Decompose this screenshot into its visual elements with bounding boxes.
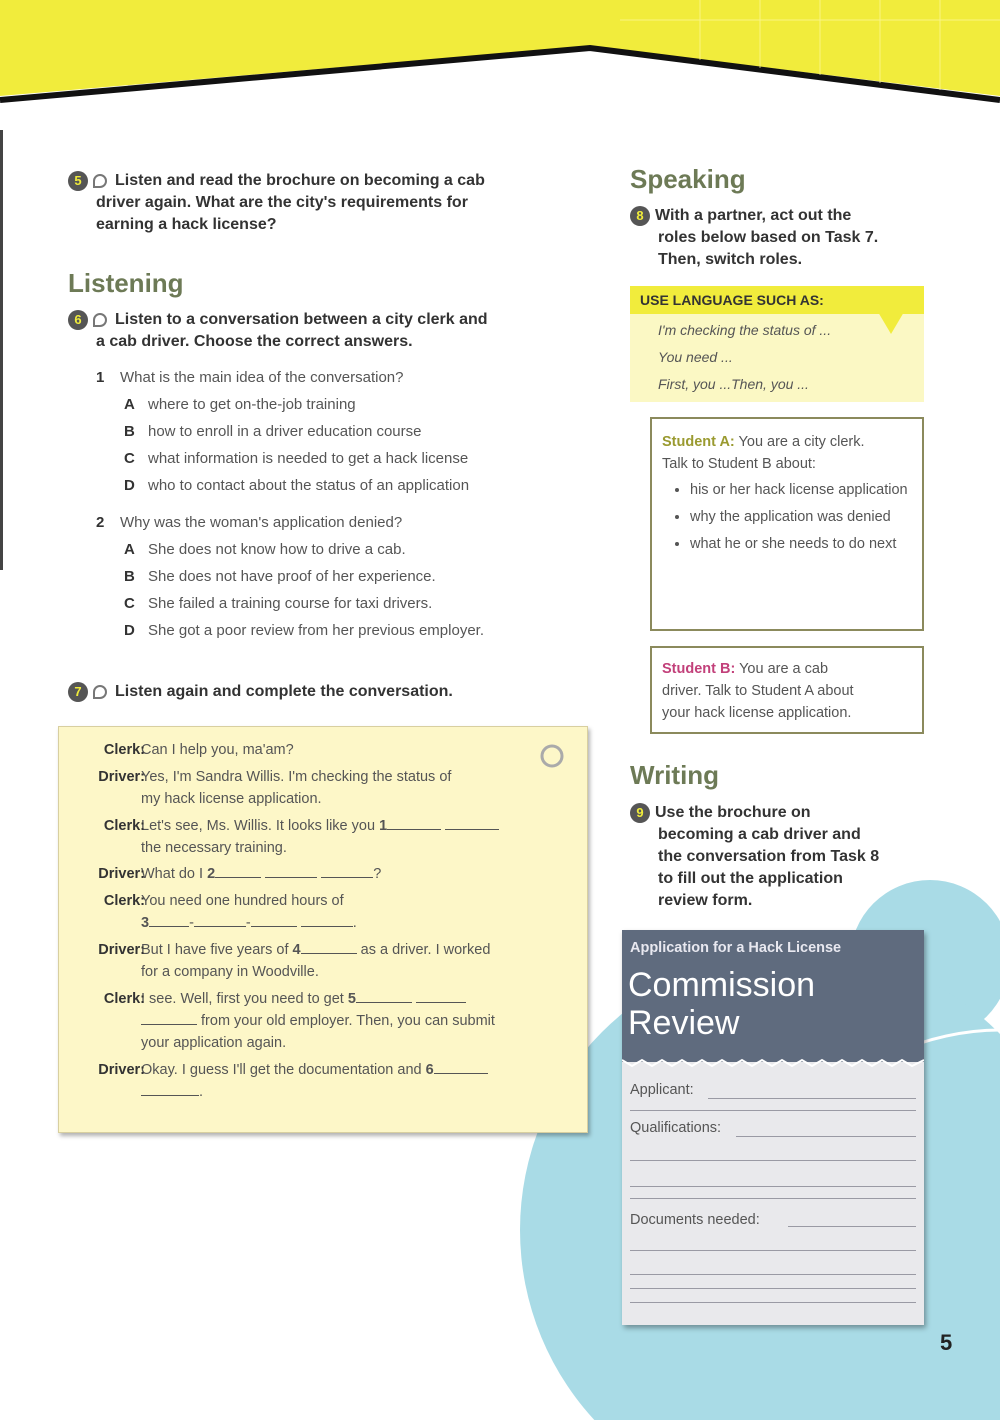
- answer-blank[interactable]: [416, 1002, 466, 1003]
- option[interactable]: B She does not have proof of her experience.: [124, 568, 436, 585]
- question-number: 2: [96, 514, 105, 531]
- option[interactable]: B how to enroll in a driver education course: [124, 423, 422, 440]
- answer-blank[interactable]: [445, 829, 499, 830]
- answer-blank[interactable]: [387, 829, 441, 830]
- option[interactable]: C what information is needed to get a hack license: [124, 450, 469, 467]
- section-title-speaking: Speaking: [630, 164, 746, 194]
- conversation-line: Clerk: I see. Well, first you need to get 5 from your old employer. Then, you can submit your application again.: [103, 991, 495, 1051]
- answer-blank[interactable]: [356, 1002, 412, 1003]
- task-number: 9: [630, 803, 650, 823]
- form-line[interactable]: [630, 1274, 916, 1275]
- use-language-title: USE LANGUAGE SUCH AS:: [640, 292, 824, 308]
- option[interactable]: D She got a poor review from her previous employer.: [124, 622, 484, 639]
- task-text-line: review form.: [658, 892, 753, 909]
- task-number: 8: [630, 206, 650, 226]
- task-7: [68, 681, 453, 703]
- option[interactable]: A She does not know how to drive a cab.: [124, 541, 406, 558]
- form-line[interactable]: [630, 1288, 916, 1289]
- question-list: [96, 364, 556, 644]
- task-number: 7: [68, 682, 88, 702]
- conversation-line: Clerk: You need one hundred hours of 3 - - .: [103, 893, 357, 931]
- task-text: Listen again and complete the conversation.: [115, 683, 453, 700]
- answer-blank[interactable]: [265, 877, 317, 878]
- task-text-line: Then, switch roles.: [658, 251, 803, 268]
- documents-label: Documents needed:: [630, 1212, 760, 1228]
- student-a-label: Student A:: [662, 434, 735, 450]
- answer-blank[interactable]: [215, 877, 261, 878]
- answer-blank[interactable]: [141, 1095, 199, 1096]
- applicant-field[interactable]: [708, 1098, 916, 1099]
- applicant-label: Applicant:: [630, 1082, 694, 1098]
- form-line[interactable]: [630, 1110, 916, 1111]
- question-number: 1: [96, 369, 105, 386]
- role-text: You are a cab: [739, 661, 829, 677]
- phrase: First, you ...Then, you ...: [658, 376, 809, 392]
- form-line[interactable]: [630, 1302, 916, 1303]
- role-text: You are a city clerk.: [738, 434, 865, 450]
- task-text-line: a cab driver. Choose the correct answers.: [96, 333, 413, 350]
- student-a-card: [650, 417, 924, 631]
- task-number: 6: [68, 310, 88, 330]
- form-line[interactable]: [630, 1160, 916, 1161]
- form-line[interactable]: [630, 1198, 916, 1199]
- task-6: [68, 309, 578, 353]
- form-title: Commission Review: [628, 966, 816, 1042]
- option[interactable]: D who to contact about the status of an application: [124, 477, 470, 494]
- answer-blank[interactable]: [321, 877, 373, 878]
- task-text-line: to fill out the application: [658, 870, 843, 887]
- conversation-line: Clerk: Let's see, Ms. Willis. It looks like you 1 the necessary training.: [141, 815, 499, 859]
- option[interactable]: C She failed a training course for taxi drivers.: [124, 595, 433, 612]
- documents-field[interactable]: [788, 1226, 916, 1227]
- answer-blank[interactable]: [149, 926, 189, 927]
- bullet-item: • his or her hack license application: [690, 479, 912, 501]
- role-text: your hack license application.: [662, 705, 852, 721]
- conversation-card: [58, 726, 588, 1133]
- speech-tail-icon: [878, 312, 904, 336]
- page-edge: [0, 130, 3, 570]
- question-text: Why was the woman's application denied?: [120, 514, 403, 531]
- conversation-line: Driver: Okay. I guess I'll get the documentation and 6 .: [141, 1059, 488, 1103]
- question-text: What is the main idea of the conversation?: [120, 369, 404, 386]
- task-5: [68, 170, 568, 236]
- task-text-line: Use the brochure on: [655, 804, 811, 821]
- audio-icon[interactable]: [93, 685, 107, 699]
- conversation-line: Driver: Yes, I'm Sandra Willis. I'm checking the status of my hack license application.: [98, 769, 452, 807]
- question-2: [96, 509, 556, 536]
- task-text-line: Listen and read the brochure on becoming a cab: [115, 172, 485, 189]
- section-title-writing: Writing: [630, 760, 720, 790]
- form-zigzag: [622, 1056, 924, 1068]
- answer-blank[interactable]: [141, 1024, 197, 1025]
- header-banner: [0, 0, 1000, 110]
- task-text-line: driver again. What are the city's requirements for: [96, 194, 468, 211]
- student-b-label: Student B:: [662, 661, 736, 677]
- page-number: 5: [940, 1330, 953, 1355]
- option[interactable]: A where to get on-the-job training: [124, 396, 356, 413]
- answer-blank[interactable]: [194, 926, 246, 927]
- task-8: [630, 205, 878, 271]
- conversation-line: Driver: What do I 2 ?: [98, 866, 382, 882]
- task-text-line: becoming a cab driver and: [658, 826, 861, 843]
- conversation-line: Clerk: Can I help you, ma'am?: [103, 742, 294, 758]
- phrase: I'm checking the status of ...: [658, 322, 832, 338]
- qualifications-label: Qualifications:: [630, 1120, 722, 1136]
- audio-icon[interactable]: [93, 313, 107, 327]
- answer-blank[interactable]: [301, 953, 357, 954]
- student-b-card: [650, 646, 924, 734]
- form-line[interactable]: [630, 1186, 916, 1187]
- task-number: 5: [68, 171, 88, 191]
- form-header-text: Application for a Hack License: [630, 940, 842, 956]
- form-line[interactable]: [630, 1250, 916, 1251]
- task-9: [630, 802, 879, 912]
- task-text-line: Listen to a conversation between a city clerk and: [115, 311, 488, 328]
- phrase: You need ...: [658, 349, 733, 365]
- task-text-line: roles below based on Task 7.: [658, 229, 879, 246]
- section-title-listening: Listening: [68, 268, 184, 298]
- answer-blank[interactable]: [251, 926, 297, 927]
- question-1: [96, 364, 556, 391]
- card-ring-icon: [537, 741, 567, 771]
- qualifications-field[interactable]: [736, 1136, 916, 1137]
- task-text-line: earning a hack license?: [96, 216, 277, 233]
- bullet-item: • what he or she needs to do next: [690, 533, 912, 555]
- answer-blank[interactable]: [434, 1073, 488, 1074]
- bullet-item: • why the application was denied: [690, 506, 912, 528]
- role-text: driver. Talk to Student A about: [662, 683, 854, 699]
- task-text-line: the conversation from Task 8: [658, 848, 880, 865]
- role-text: Talk to Student B about:: [662, 456, 816, 472]
- answer-blank[interactable]: [301, 926, 353, 927]
- conversation-line: Driver: But I have five years of 4 as a driver. I worked for a company in Woodville.: [98, 942, 491, 980]
- audio-icon[interactable]: [93, 174, 107, 188]
- task-text-line: With a partner, act out the: [655, 207, 852, 224]
